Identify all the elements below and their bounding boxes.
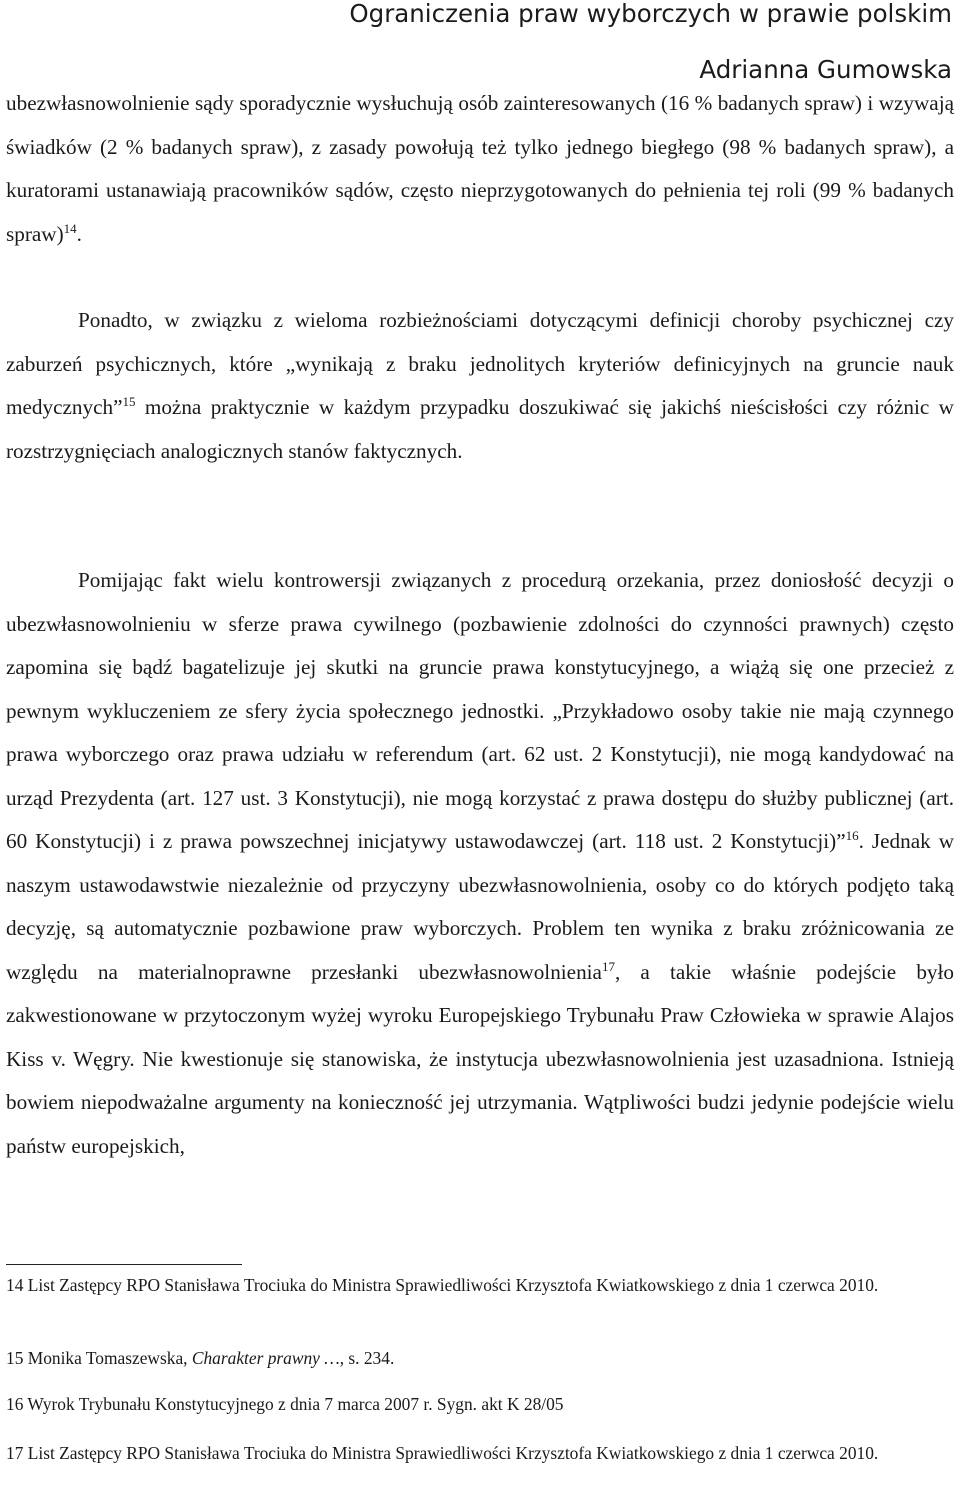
footnote-17: 17 List Zastępcy RPO Stanisława Trociuka do Ministra Sprawiedliwości Krzysztofa Kwiatkowskiego z dnia 1 czerwca 2010.: [6, 1443, 879, 1463]
paragraph-2: [6, 299, 954, 473]
footnote-ref-15[interactable]: 15: [122, 394, 136, 409]
paragraph-1: [6, 82, 954, 256]
footnote-15: [6, 1347, 954, 1369]
footnote-ref-14[interactable]: 14: [63, 220, 77, 236]
footnote-16: 16 Wyrok Trybunału Konstytucyjnego z dnia 7 marca 2007 r. Sygn. akt K 28/05: [6, 1394, 564, 1414]
footnote-ref-16[interactable]: 16: [845, 828, 859, 843]
running-header-title: Ograniczenia praw wyborczych w prawie polskim: [349, 0, 952, 28]
paragraph-2-text: Ponadto, w związku z wieloma rozbieżnościami dotyczącymi definicji choroby psychicznej czy zaburzeń psychicznych, które „wynikają z braku jednolitych kryteriów definicyjnych na gruncie nauk medycznych”: [6, 308, 954, 419]
paragraph-3-text-c: , a takie właśnie podejście było zakwestionowane w przytoczonym wyżej wyroku Europejskiego Trybunału Praw Człowieka w sprawie Alajos Kiss v. Węgry. Nie kwestionuje się stanowiska, że instytucja ubezwłasnowolnienia jest uzasadniona. Istnieją bowiem niepodważalne argumenty na konieczność jej utrzymania. Wątpliwości budzi jedynie podejście wielu państw europejskich,: [6, 959, 955, 1158]
footnote-separator: [6, 1264, 242, 1265]
paragraph-2-tail: można praktycznie w każdym przypadku doszukiwać się jakichś nieścisłości czy różnic w rozstrzygnięciach analogicznych stanów faktycznych.: [6, 395, 954, 463]
paragraph-1-text: ubezwłasnowolnienie sądy sporadycznie wysłuchują osób zainteresowanych (16 % badanych spraw) i wzywają świadków (2 % badanych spraw), z zasady powołują też tylko jednego biegłego (98 % badanych spraw), a kuratorami ustanawiają pracowników sądów, często nieprzygotowanych do pełnienia tej roli (99 % badanych spraw): [6, 91, 954, 246]
footnote-15-title: Charakter prawny …: [191, 1348, 340, 1368]
footnote-14: 14 List Zastępcy RPO Stanisława Trociuka do Ministra Sprawiedliwości Krzysztofa Kwiatkowskiego z dnia 1 czerwca 2010.: [6, 1275, 879, 1295]
footnote-ref-17[interactable]: 17: [601, 958, 615, 974]
footnote-15-prefix: 15 Monika Tomaszewska,: [6, 1348, 192, 1368]
running-header-author: Adrianna Gumowska: [699, 55, 952, 84]
paragraph-3-text-a: Pomijając fakt wielu kontrowersji związanych z procedurą orzekania, przez doniosłość decyzji o ubezwłasnowolnieniu w sferze prawa cywilnego (pozbawienie zdolności do czynności prawnych) często zapomina się bądź bagatelizuje jej skutki na gruncie prawa konstytucyjnego, a wiążą się one przecież z pewnym wykluczeniem ze sfery życia społecznego jednostki. „Przykładowo osoby takie nie mają czynnego prawa wyborczego oraz prawa udziału w referendum (art. 62 ust. 2 Konstytucji), nie mogą kandydować na urząd Prezydenta (art. 127 ust. 3 Konstytucji), nie mogą korzystać z prawa dostępu do służby publicznej (art. 60 Konstytucji) i z prawa powszechnej inicjatywy ustawodawczej (art. 118 ust. 2 Konstytucji)”: [6, 568, 954, 853]
paragraph-3: [6, 559, 954, 1168]
paragraph-1-tail: .: [76, 221, 82, 246]
footnote-15-suffix: , s. 234.: [339, 1348, 395, 1368]
paragraph-3-text-b: . Jednak w naszym ustawodawstwie niezależnie od przyczyny ubezwłasnowolnienia, osoby co do których podjęto taką decyzję, są automatycznie pozbawione praw wyborczych. Problem ten wynika z braku zróżnicowania ze względu na materialnoprawne przesłanki ubezwłasnowolnienia: [6, 829, 954, 984]
